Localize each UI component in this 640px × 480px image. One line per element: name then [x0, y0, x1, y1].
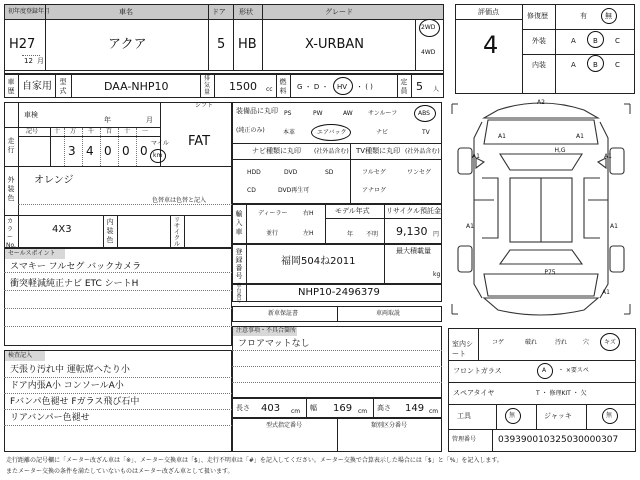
- import-left-hand: 左H: [303, 230, 314, 237]
- equipment-label: 装備品に丸印: [236, 107, 278, 115]
- recycle-label: リサイクル預託金: [386, 207, 442, 215]
- inspection-year: 年: [104, 116, 111, 124]
- fuel-label: 燃料: [279, 78, 287, 95]
- shape-label: 形状: [239, 8, 253, 16]
- equip-item: サンルーフ: [368, 110, 398, 117]
- mileage-mile: マイル: [151, 140, 169, 147]
- car-name: アクア: [108, 37, 147, 52]
- interior-grade-c: C: [615, 61, 620, 69]
- diagram-mark: A1: [472, 153, 480, 160]
- manual-book-label: 車両取説: [376, 310, 401, 317]
- diagram-mark: A1: [498, 133, 506, 140]
- mileage-unit-label: 十: [124, 128, 131, 135]
- length-label: 長さ: [236, 404, 250, 412]
- recycle-yen: 円: [433, 231, 440, 238]
- fuel-rest: ・ ( ): [356, 83, 373, 91]
- inspector-line: 天張り汚れ中 運転席ヘたり小: [10, 365, 130, 375]
- sales-point-line: 衝突軽減純正ナビ ETC シートH: [10, 279, 139, 289]
- diagram-mark: A1: [602, 289, 610, 296]
- tv-sublabel: (社外品含む): [405, 148, 440, 155]
- equip-item: 本革: [283, 129, 296, 136]
- equip-item: AW: [343, 110, 353, 117]
- type-number-label: 型式指定番号: [266, 422, 303, 429]
- model-year-label: モデル年式: [335, 207, 370, 215]
- mileage-digit: 4: [86, 144, 94, 158]
- registration-value: 福岡504ね2011: [281, 256, 356, 267]
- diagram-mark: H,G: [554, 147, 566, 154]
- tv-item: アナログ: [362, 187, 387, 194]
- sales-points-label: セールスポイント: [8, 250, 56, 257]
- equipment-sublabel: (純正のみ): [236, 127, 265, 134]
- category-value: 自家用: [22, 81, 52, 92]
- jack-value: 無: [606, 412, 613, 419]
- inspector-line: リアバンパー色褪せ: [10, 413, 90, 423]
- front-glass-label: フロントガラス: [453, 367, 502, 375]
- import-parallel: 並行: [266, 230, 279, 237]
- notes-block: [232, 326, 442, 398]
- height-unit: cm: [429, 408, 439, 415]
- diagram-mark: P75: [544, 269, 556, 276]
- height-label: 高さ: [377, 404, 391, 412]
- color-label: 外装色: [7, 176, 15, 202]
- interior-grade-a: A: [571, 61, 576, 69]
- equip-item: TV: [422, 129, 430, 136]
- equip-item: PS: [284, 110, 292, 117]
- recycle-note-label: リサイクル: [173, 217, 180, 248]
- seat-item: 汚れ: [555, 339, 568, 346]
- height-value: 149: [405, 403, 425, 414]
- exterior-grade-c: C: [615, 37, 620, 45]
- equip-item: ABS: [418, 110, 430, 117]
- import-label: 輸入車: [235, 210, 243, 236]
- nav-label: ナビ種類に丸印: [252, 147, 301, 155]
- exterior-grade-a: A: [571, 37, 576, 45]
- max-load-unit: kg: [433, 271, 441, 278]
- nav-sublabel: (社外品含む): [314, 148, 349, 155]
- tv-label: TV種類に丸印: [356, 147, 401, 155]
- drive-2wd: 2WD: [421, 24, 436, 31]
- diagram-mark: A1: [576, 133, 584, 140]
- seat-item: 穴: [583, 339, 590, 346]
- displacement-unit: cc: [266, 86, 273, 93]
- shift-value: FAT: [188, 134, 211, 149]
- class-number-label: 類別区分番号: [371, 422, 408, 429]
- mileage-digit: 0: [140, 144, 148, 158]
- nav-item: HDD: [247, 169, 261, 176]
- equip-item: ナビ: [376, 129, 389, 136]
- equip-item: エアバック: [317, 129, 347, 136]
- tool-label: 工具: [457, 412, 471, 420]
- footer-note-1: 走行距離の記号欄に「メーター改ざん車は「※」、メーター交換車は「$」、走行不明車は「#」を記入してください。メーター交換で合算表示した場合には「$」と「%」を記入します。: [6, 457, 503, 464]
- seat-item: コゲ: [492, 339, 505, 346]
- management-value: 039390010325030000307: [498, 435, 619, 445]
- drive-4wd: 4WD: [421, 49, 436, 56]
- fuel-options: G ・ D ・: [297, 83, 329, 91]
- import-dealer: ディーラー: [258, 210, 288, 217]
- interior-label: 内装: [532, 61, 546, 69]
- width-label: 幅: [310, 404, 317, 412]
- car-name-label: 車名: [119, 8, 133, 16]
- diagram-mark: A1: [604, 153, 612, 160]
- reg-month-unit: 月: [37, 57, 44, 65]
- inspection-month: 月: [146, 116, 153, 124]
- score-value: 4: [483, 31, 499, 59]
- front-glass-rest: ・ ×要スペ: [558, 367, 589, 374]
- width-value: 169: [333, 403, 353, 414]
- inspector-label: 検査記入: [8, 352, 33, 359]
- mileage-digit: 0: [122, 144, 130, 158]
- nav-item: SD: [325, 169, 334, 176]
- length-value: 403: [261, 403, 281, 414]
- chassis-value: NHP10-2496379: [298, 287, 380, 298]
- spare-tire-items: T ・ 修理KIT ・ 欠: [536, 390, 587, 397]
- front-glass-selected: A: [542, 367, 547, 374]
- model-value: DAA-NHP10: [104, 80, 169, 93]
- displacement-label: 排気量: [203, 75, 210, 96]
- body-shape: HB: [238, 37, 257, 52]
- equip-item: PW: [313, 110, 323, 117]
- door-count: 5: [217, 37, 226, 52]
- diagram-mark: A1: [466, 223, 474, 230]
- reg-month: 12: [24, 57, 33, 65]
- model-year-value: 不明: [366, 231, 379, 238]
- reg-era: H27: [9, 37, 36, 52]
- mileage-record-label: 記号: [26, 128, 39, 135]
- capacity-value: 5: [416, 80, 423, 93]
- mileage-unit-label: 一: [142, 128, 149, 135]
- exterior-label: 外装: [532, 37, 546, 45]
- chassis-label: 車台番号: [236, 283, 242, 304]
- management-label: 管理番号: [452, 436, 477, 443]
- color-note: 色替車は色替と記入: [152, 197, 207, 204]
- fuel-selected: HV: [337, 83, 348, 91]
- spare-tire-label: スペアタイヤ: [453, 389, 495, 397]
- tool-value: 無: [509, 412, 516, 419]
- mileage-unit-label: 千: [88, 128, 95, 135]
- nav-item: DVD再生可: [278, 187, 310, 194]
- mileage-digit: 0: [104, 144, 112, 158]
- score-label: 評価点: [478, 8, 499, 16]
- mileage-digit: 3: [68, 144, 76, 158]
- mileage-unit-label: 百: [106, 128, 113, 135]
- jack-label: ジャッキ: [544, 412, 572, 420]
- mileage-unit-label: 万: [70, 128, 77, 135]
- length-unit: cm: [291, 408, 301, 415]
- tv-item: ワンセグ: [407, 169, 432, 176]
- capacity-unit: 人: [433, 86, 440, 93]
- diagram-mark: A2: [537, 99, 545, 106]
- diagram-mark: A1: [610, 223, 618, 230]
- manual-warranty-label: 新車保証書: [268, 310, 299, 317]
- capacity-label: 定員: [400, 78, 408, 95]
- footer-note-2: またメーター交換の条件を満たしていないものはメーター改ざん車として扱います。: [6, 468, 234, 475]
- inspector-line: Fバンパ色褪せ Fガラス飛び石中: [10, 397, 140, 407]
- recycle-value: 9,130: [396, 225, 428, 238]
- notes-line: フロアマットなし: [238, 339, 310, 349]
- car-body-diagram: [448, 98, 634, 320]
- color-value: オレンジ: [34, 175, 74, 186]
- tv-item: フルセグ: [362, 169, 386, 176]
- repair-label: 修復歴: [527, 12, 548, 20]
- door-label: ドア: [212, 8, 226, 16]
- category-label: 車歴: [7, 78, 15, 95]
- interior-color-label: 内装色: [106, 218, 114, 244]
- import-right-hand: 右H: [303, 210, 314, 217]
- sales-point-line: スマキー フルセグ バックカメラ: [10, 262, 142, 272]
- registration-label: 登録番号: [235, 248, 243, 280]
- inspection-label: 車検: [24, 111, 38, 119]
- displacement-value: 1500: [229, 80, 257, 93]
- grade-label: グレード: [325, 8, 353, 16]
- mileage-km: km: [153, 152, 163, 159]
- repair-no: 無: [605, 12, 612, 20]
- shift-label: シフト: [195, 102, 214, 109]
- width-unit: cm: [358, 408, 368, 415]
- interior-grade-b: B: [593, 61, 598, 69]
- notes-label: 注意事項・不具合箇所: [236, 327, 297, 334]
- reg-date-label: 初年度登録年月: [8, 8, 51, 15]
- nav-item: CD: [247, 187, 256, 194]
- colorno-label: カラーNo.: [6, 218, 16, 249]
- colorno-value: 4X3: [52, 224, 72, 235]
- mileage-label: 走行: [7, 137, 15, 154]
- row2-box: [4, 74, 444, 98]
- repair-yes: 有: [580, 12, 587, 20]
- interior-seat-label: 室内シート: [452, 340, 473, 358]
- nav-item: DVD: [284, 169, 298, 176]
- model-year-unit: 年: [347, 231, 354, 238]
- mileage-unit-label: 十: [54, 128, 61, 135]
- exterior-grade-b: B: [593, 37, 598, 45]
- max-load-label: 最大積載量: [396, 247, 431, 255]
- grade-value: X-URBAN: [305, 37, 365, 52]
- inspector-line: ドア内張A小 コンソールA小: [10, 381, 124, 391]
- model-label: 型式: [59, 78, 67, 95]
- seat-item: 破れ: [525, 339, 538, 346]
- seat-item: キズ: [604, 339, 616, 346]
